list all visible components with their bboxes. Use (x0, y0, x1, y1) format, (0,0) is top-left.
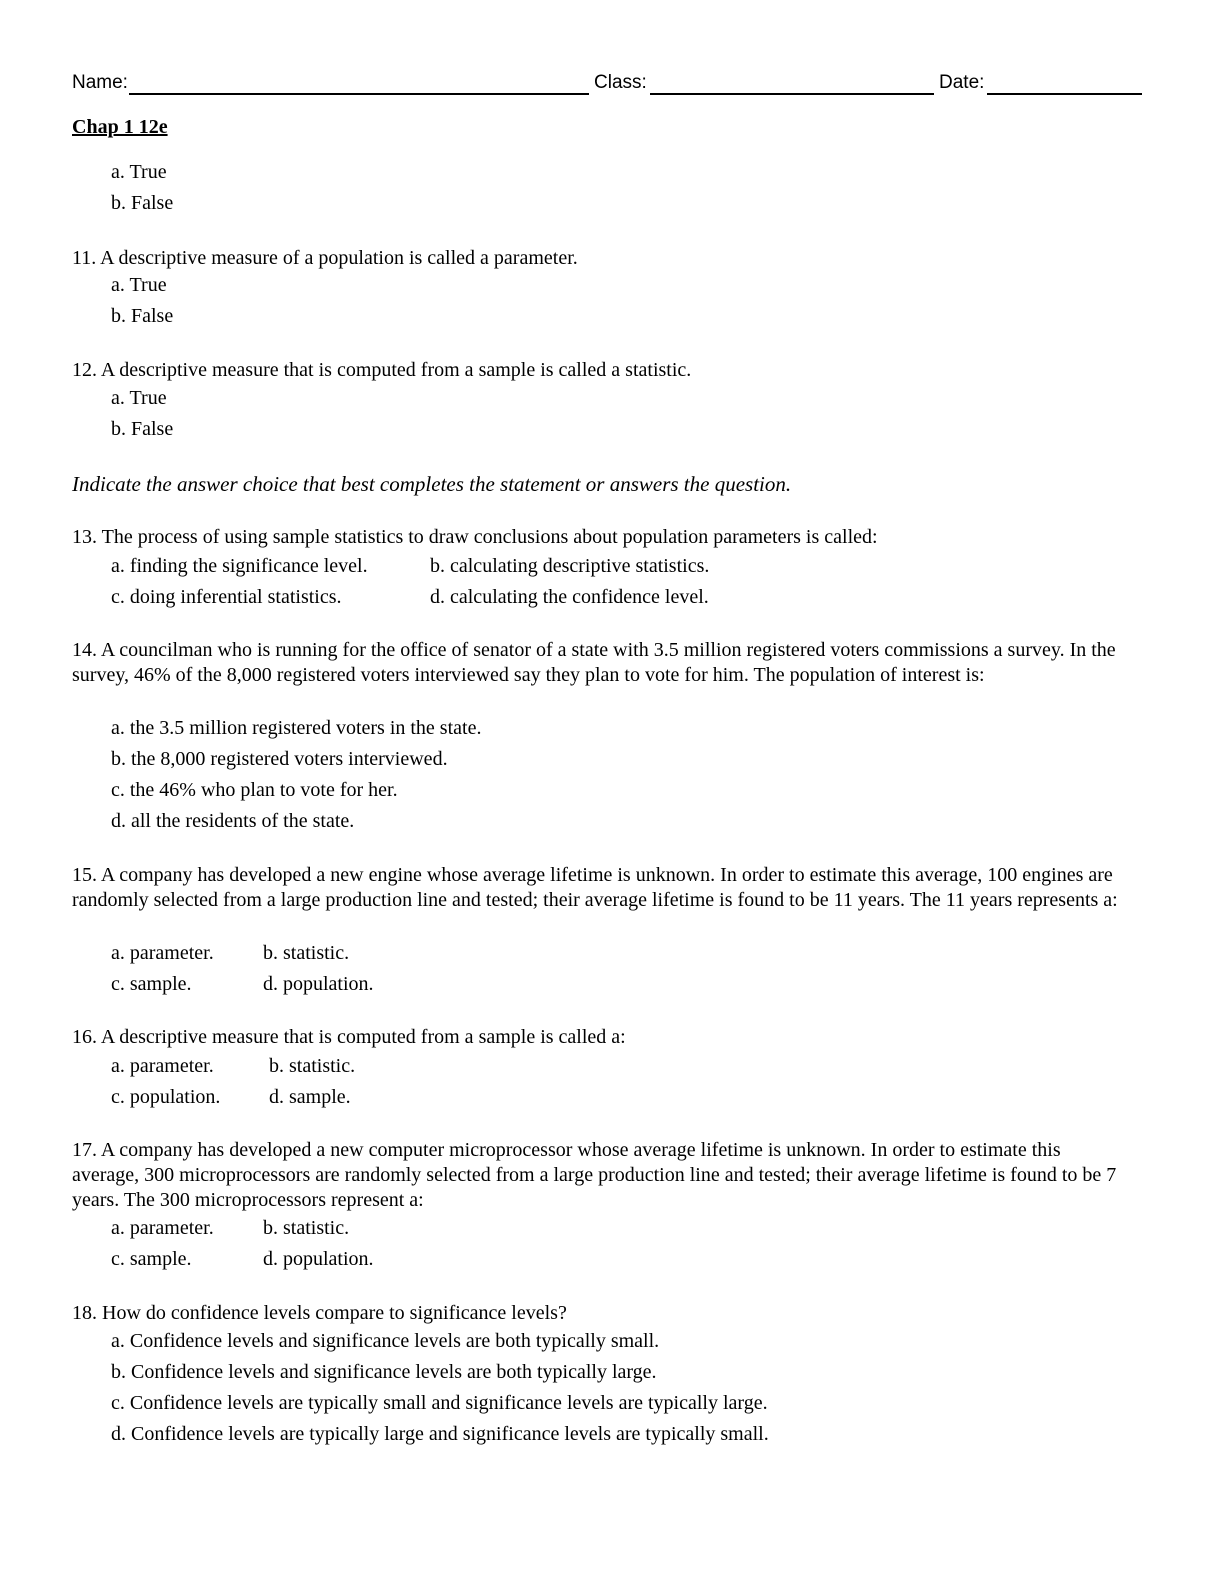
q11-option-b: b. False (111, 305, 174, 327)
question-15 (72, 863, 1132, 913)
question-text: 12. A descriptive measure that is computed from a sample is called a statistic. (72, 359, 692, 381)
q13-option-d: d. calculating the confidence level. (430, 586, 709, 608)
q14-option-a: a. the 3.5 million registered voters in the state. (111, 717, 482, 739)
question-13 (72, 525, 1132, 550)
question-17 (72, 1138, 1132, 1213)
name-field-line (129, 93, 589, 95)
class-label: Class: (594, 72, 647, 93)
q17-option-a: a. parameter. (111, 1217, 214, 1239)
q18-option-a: a. Confidence levels and significance levels are both typically small. (111, 1330, 660, 1352)
section-instruction: Indicate the answer choice that best completes the statement or answers the question. (72, 472, 792, 496)
question-text: 13. The process of using sample statistics to draw conclusions about population parameters is called: (72, 526, 878, 548)
chapter-title: Chap 1 12e (72, 116, 168, 138)
question-text: 11. A descriptive measure of a population is called a parameter. (72, 247, 578, 269)
q13-option-a: a. finding the significance level. (111, 555, 368, 577)
q16-option-b: b. statistic. (269, 1055, 356, 1077)
question-12 (72, 358, 1132, 383)
question-16 (72, 1025, 1132, 1050)
class-field-line (650, 93, 934, 95)
q10-option-b: b. False (111, 192, 174, 214)
q17-option-d: d. population. (263, 1248, 374, 1270)
q15-option-c: c. sample. (111, 973, 192, 995)
name-label: Name: (72, 72, 128, 93)
question-text: 16. A descriptive measure that is computed from a sample is called a: (72, 1026, 626, 1048)
q16-option-a: a. parameter. (111, 1055, 214, 1077)
q13-option-c: c. doing inferential statistics. (111, 586, 342, 608)
q18-option-b: b. Confidence levels and significance levels are both typically large. (111, 1361, 657, 1383)
q18-option-d: d. Confidence levels are typically large and significance levels are typically small. (111, 1423, 769, 1445)
question-text: 15. A company has developed a new engine whose average lifetime is unknown. In order to estimate this average, 100 engines are randomly selected from a large production line and tested; their average lifetime is found to be 11 years. The 11 years represents a: (72, 864, 1118, 911)
q13-option-b: b. calculating descriptive statistics. (430, 555, 710, 577)
q15-option-a: a. parameter. (111, 942, 214, 964)
q12-option-b: b. False (111, 418, 174, 440)
q18-option-c: c. Confidence levels are typically small and significance levels are typically large. (111, 1392, 768, 1414)
question-text: 17. A company has developed a new computer microprocessor whose average lifetime is unknown. In order to estimate this average, 300 microprocessors are randomly selected from a large production line and tested; their average lifetime is found to be 7 years. The 300 microprocessors represent a: (72, 1139, 1117, 1211)
question-11 (72, 246, 1132, 271)
q17-option-b: b. statistic. (263, 1217, 350, 1239)
q14-option-d: d. all the residents of the state. (111, 810, 355, 832)
student-info-header (72, 70, 1142, 98)
q10-option-a: a. True (111, 161, 167, 183)
date-label: Date: (939, 72, 985, 93)
question-14 (72, 638, 1132, 688)
q17-option-c: c. sample. (111, 1248, 192, 1270)
q12-option-a: a. True (111, 387, 167, 409)
q14-option-c: c. the 46% who plan to vote for her. (111, 779, 398, 801)
q15-option-b: b. statistic. (263, 942, 350, 964)
question-text: 18. How do confidence levels compare to significance levels? (72, 1302, 567, 1324)
q15-option-d: d. population. (263, 973, 374, 995)
question-18 (72, 1301, 1132, 1326)
q14-option-b: b. the 8,000 registered voters interviewed. (111, 748, 448, 770)
date-field-line (987, 93, 1142, 95)
question-text: 14. A councilman who is running for the office of senator of a state with 3.5 million registered voters commissions a survey. In the survey, 46% of the 8,000 registered voters interviewed say they plan to vote for him. The population of interest is: (72, 639, 1116, 686)
q16-option-c: c. population. (111, 1086, 221, 1108)
q11-option-a: a. True (111, 274, 167, 296)
q16-option-d: d. sample. (269, 1086, 351, 1108)
